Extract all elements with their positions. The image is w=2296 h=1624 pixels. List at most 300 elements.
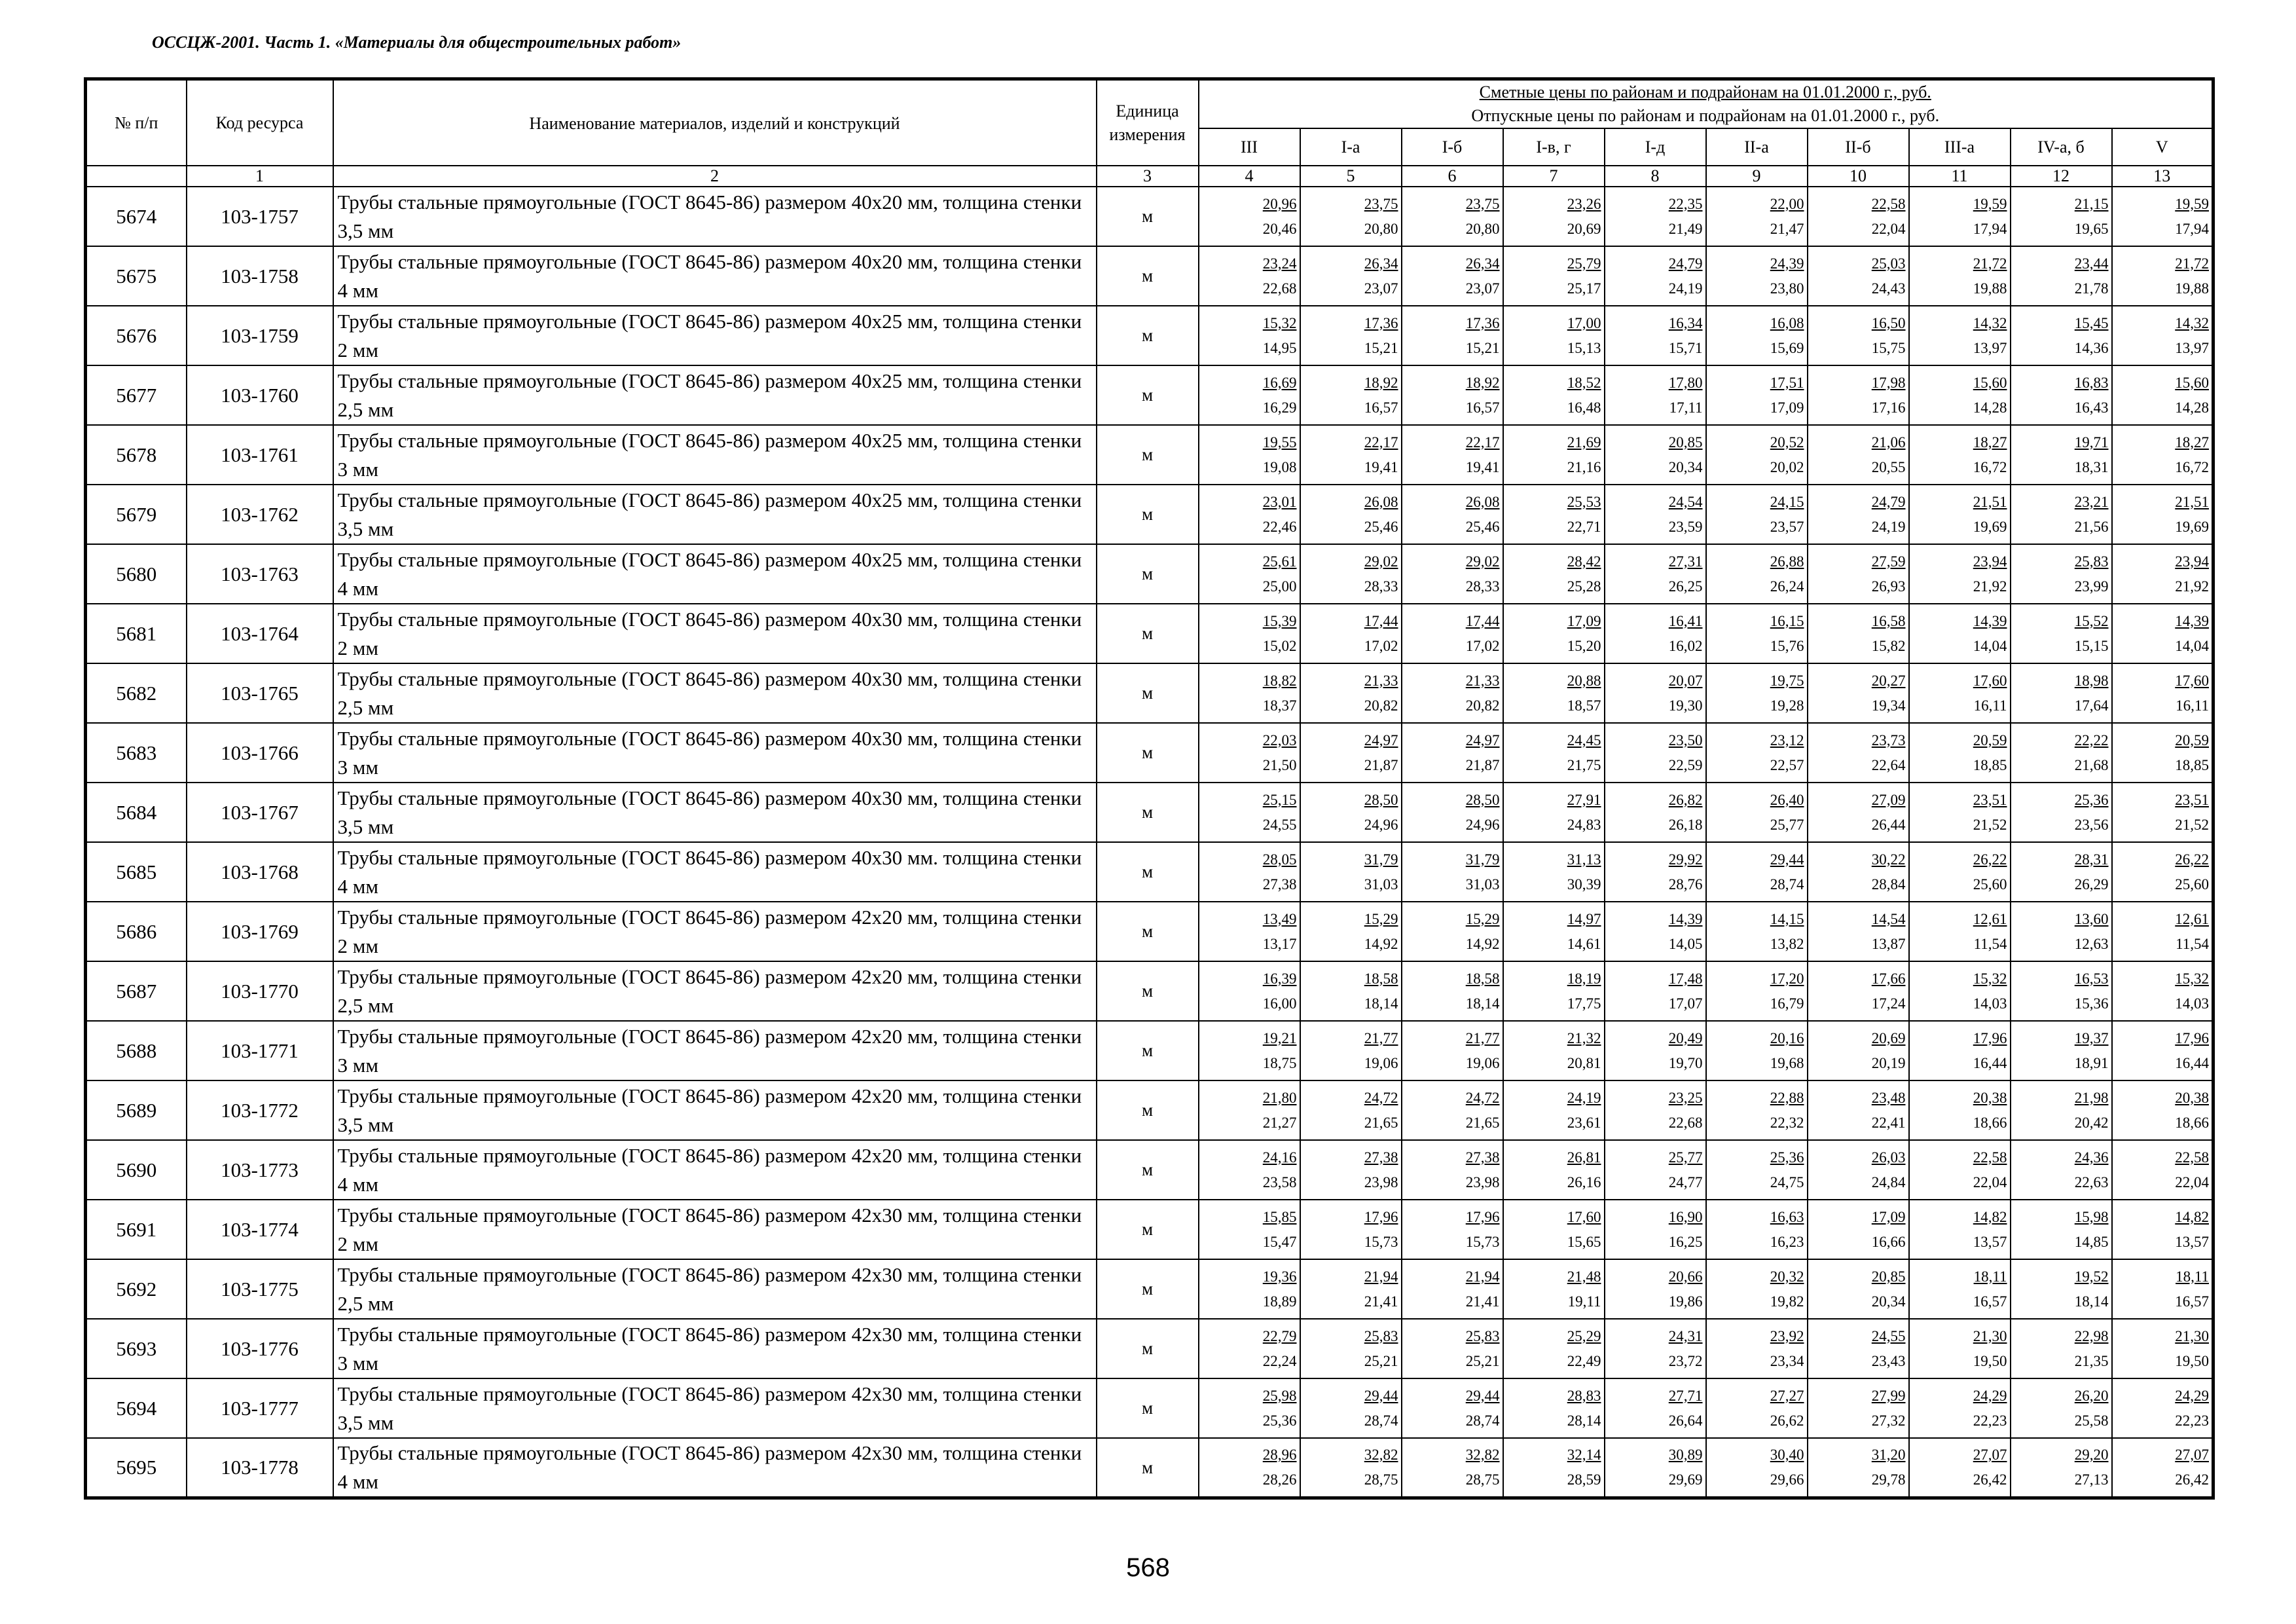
- price-cell: [1300, 425, 1402, 485]
- estimated-price: 28,96: [1262, 1447, 1297, 1463]
- price-cell: [2112, 1080, 2214, 1140]
- estimated-price: 27,91: [1567, 791, 1601, 808]
- release-price: 16,79: [1770, 995, 1804, 1012]
- release-price: 23,80: [1770, 280, 1804, 297]
- price-cell: [1808, 783, 1909, 842]
- table-row: [86, 723, 2214, 783]
- release-price: 19,70: [1668, 1054, 1703, 1071]
- release-price: 18,37: [1262, 697, 1297, 714]
- estimated-price: 20,66: [1668, 1268, 1703, 1285]
- release-price: 16,66: [1871, 1233, 1906, 1250]
- estimated-price: 26,03: [1871, 1149, 1906, 1166]
- price-cell: [1909, 723, 2011, 783]
- release-price: 25,58: [2074, 1412, 2109, 1429]
- price-cell: [1808, 961, 1909, 1021]
- price-cell: [1199, 1080, 1300, 1140]
- table-row: [86, 663, 2214, 723]
- release-price: 13,57: [1973, 1233, 2007, 1250]
- header-col-number: 12: [2011, 166, 2112, 187]
- resource-code: 103-1772: [187, 1080, 333, 1140]
- estimated-price: 24,55: [1871, 1327, 1906, 1344]
- release-price: 24,84: [1871, 1173, 1906, 1190]
- estimated-price: 17,60: [2175, 672, 2209, 689]
- price-cell: [1706, 1140, 1808, 1200]
- table-row: [86, 1438, 2214, 1498]
- resource-code: 103-1770: [187, 961, 333, 1021]
- estimated-price: 23,75: [1364, 195, 1398, 212]
- material-name: Трубы стальные прямоугольные (ГОСТ 8645-86) размером 40х30 мм, толщина стенки 2,5 мм: [333, 663, 1097, 723]
- estimated-price: 16,69: [1262, 374, 1297, 391]
- price-cell: [2011, 425, 2112, 485]
- row-number: 5680: [86, 544, 187, 604]
- estimated-price: 14,54: [1871, 910, 1906, 927]
- release-price: 28,33: [1364, 578, 1398, 595]
- estimated-price: 23,94: [1973, 553, 2007, 570]
- header-region: II-а: [1706, 128, 1808, 166]
- price-cell: [1300, 604, 1402, 663]
- price-cell: [1706, 902, 1808, 961]
- estimated-price: 17,20: [1770, 970, 1804, 987]
- estimated-price: 14,32: [2175, 314, 2209, 331]
- estimated-price: 20,16: [1770, 1029, 1804, 1046]
- estimated-price: 16,15: [1770, 612, 1804, 629]
- estimated-price: 20,49: [1668, 1029, 1703, 1046]
- price-cell: [1808, 1259, 1909, 1319]
- unit: м: [1097, 485, 1199, 544]
- release-price: 24,96: [1465, 816, 1500, 833]
- estimated-price: 20,07: [1668, 672, 1703, 689]
- estimated-price: 27,59: [1871, 553, 1906, 570]
- release-price: 28,76: [1668, 876, 1703, 893]
- price-cell: [1808, 842, 1909, 902]
- header-region: I-д: [1605, 128, 1706, 166]
- estimated-price: 16,58: [1871, 612, 1906, 629]
- release-price: 22,64: [1871, 756, 1906, 773]
- estimated-price: 24,45: [1567, 731, 1601, 748]
- release-price: 15,73: [1364, 1233, 1398, 1250]
- estimated-price: 25,83: [1465, 1327, 1500, 1344]
- row-number: 5691: [86, 1200, 187, 1259]
- material-name: Трубы стальные прямоугольные (ГОСТ 8645-86) размером 40х30 мм, толщина стенки 3 мм: [333, 723, 1097, 783]
- resource-code: 103-1767: [187, 783, 333, 842]
- table-row: [86, 1021, 2214, 1080]
- row-number: 5694: [86, 1378, 187, 1438]
- price-cell: [1300, 1378, 1402, 1438]
- release-price: 17,02: [1364, 637, 1398, 654]
- material-name: Трубы стальные прямоугольные (ГОСТ 8645-86) размером 40х30 мм. толщина стенки 4 мм: [333, 842, 1097, 902]
- estimated-price: 26,34: [1465, 255, 1500, 272]
- release-price: 18,91: [2074, 1054, 2109, 1071]
- price-cell: [1199, 723, 1300, 783]
- price-cell: [1605, 425, 1706, 485]
- unit: м: [1097, 1438, 1199, 1498]
- estimated-price: 20,88: [1567, 672, 1601, 689]
- price-cell: [2112, 783, 2214, 842]
- estimated-price: 18,92: [1465, 374, 1500, 391]
- release-price: 21,47: [1770, 220, 1804, 237]
- estimated-price: 16,39: [1262, 970, 1297, 987]
- row-number: 5679: [86, 485, 187, 544]
- estimated-price: 29,02: [1465, 553, 1500, 570]
- release-price: 20,19: [1871, 1054, 1906, 1071]
- estimated-price: 19,59: [1973, 195, 2007, 212]
- price-cell: [1605, 902, 1706, 961]
- estimated-price: 20,27: [1871, 672, 1906, 689]
- release-price: 28,26: [1262, 1471, 1297, 1488]
- resource-code: 103-1774: [187, 1200, 333, 1259]
- estimated-price: 18,11: [1973, 1268, 2007, 1285]
- estimated-price: 21,33: [1364, 672, 1398, 689]
- price-cell: [2112, 1259, 2214, 1319]
- release-price: 17,11: [1669, 399, 1703, 416]
- estimated-price: 24,16: [1262, 1149, 1297, 1166]
- unit: м: [1097, 306, 1199, 365]
- release-price: 15,15: [2074, 637, 2109, 654]
- release-price: 15,69: [1770, 339, 1804, 356]
- release-price: 22,46: [1262, 518, 1297, 535]
- estimated-price: 27,99: [1871, 1387, 1906, 1404]
- resource-code: 103-1760: [187, 365, 333, 425]
- release-price: 22,32: [1770, 1114, 1804, 1131]
- table-row: [86, 902, 2214, 961]
- price-cell: [1300, 961, 1402, 1021]
- estimated-price: 23,50: [1668, 731, 1703, 748]
- release-price: 19,41: [1364, 458, 1398, 475]
- estimated-price: 18,52: [1567, 374, 1601, 391]
- estimated-price: 17,44: [1364, 612, 1398, 629]
- estimated-price: 21,69: [1567, 434, 1601, 451]
- release-price: 23,72: [1668, 1352, 1703, 1369]
- estimated-price: 30,89: [1668, 1447, 1703, 1463]
- resource-code: 103-1773: [187, 1140, 333, 1200]
- estimated-price: 24,72: [1465, 1089, 1500, 1106]
- price-cell: [1706, 425, 1808, 485]
- release-price: 17,07: [1668, 995, 1703, 1012]
- resource-code: 103-1759: [187, 306, 333, 365]
- price-cell: [2011, 1140, 2112, 1200]
- estimated-price: 23,12: [1770, 731, 1804, 748]
- release-price: 18,89: [1262, 1293, 1297, 1310]
- release-price: 13,97: [1973, 339, 2007, 356]
- release-price: 15,47: [1262, 1233, 1297, 1250]
- release-price: 21,50: [1262, 756, 1297, 773]
- price-cell: [1300, 902, 1402, 961]
- header-col-number: 5: [1300, 166, 1402, 187]
- price-cell: [1909, 1259, 2011, 1319]
- release-price: 13,97: [2175, 339, 2209, 356]
- release-price: 25,28: [1567, 578, 1601, 595]
- estimated-price: 12,61: [2175, 910, 2209, 927]
- resource-code: 103-1775: [187, 1259, 333, 1319]
- estimated-price: 24,36: [2074, 1149, 2109, 1166]
- estimated-price: 24,79: [1668, 255, 1703, 272]
- price-cell: [1300, 246, 1402, 306]
- material-name: Трубы стальные прямоугольные (ГОСТ 8645-86) размером 42х20 мм, толщина стенки 2 мм: [333, 902, 1097, 961]
- price-cell: [1503, 485, 1605, 544]
- price-cell: [2112, 425, 2214, 485]
- release-price: 19,69: [2175, 518, 2209, 535]
- release-price: 18,75: [1262, 1054, 1297, 1071]
- estimated-price: 20,38: [2175, 1089, 2209, 1106]
- price-cell: [1808, 187, 1909, 246]
- estimated-price: 20,38: [1973, 1089, 2007, 1106]
- price-cell: [1402, 1438, 1503, 1498]
- release-price: 24,75: [1770, 1173, 1804, 1190]
- estimated-price: 28,31: [2074, 851, 2109, 868]
- header-col-number: [86, 166, 187, 187]
- material-name: Трубы стальные прямоугольные (ГОСТ 8645-86) размером 42х30 мм, толщина стенки 2,5 мм: [333, 1259, 1097, 1319]
- price-cell: [2011, 663, 2112, 723]
- price-cell: [1605, 1378, 1706, 1438]
- header-col-number: 9: [1706, 166, 1808, 187]
- estimated-price: 22,58: [1973, 1149, 2007, 1166]
- price-cell: [2011, 306, 2112, 365]
- release-price: 21,27: [1262, 1114, 1297, 1131]
- estimated-price: 18,19: [1567, 970, 1601, 987]
- estimated-price: 15,32: [2175, 970, 2209, 987]
- price-cell: [1402, 663, 1503, 723]
- price-cell: [1605, 1200, 1706, 1259]
- row-number: 5692: [86, 1259, 187, 1319]
- estimated-price: 21,51: [1973, 493, 2007, 510]
- estimated-price: 26,88: [1770, 553, 1804, 570]
- release-price: 19,34: [1871, 697, 1906, 714]
- release-price: 13,57: [2175, 1233, 2209, 1250]
- price-cell: [1605, 723, 1706, 783]
- release-price: 28,74: [1465, 1412, 1500, 1429]
- price-cell: [1808, 604, 1909, 663]
- table-row: [86, 365, 2214, 425]
- price-cell: [1605, 663, 1706, 723]
- resource-code: 103-1765: [187, 663, 333, 723]
- estimated-price: 15,29: [1465, 910, 1500, 927]
- estimated-price: 27,07: [2175, 1447, 2209, 1463]
- release-price: 20,02: [1770, 458, 1804, 475]
- estimated-price: 15,32: [1973, 970, 2007, 987]
- unit: м: [1097, 425, 1199, 485]
- row-number: 5693: [86, 1319, 187, 1378]
- release-price: 11,54: [1973, 935, 2007, 952]
- estimated-price: 15,29: [1364, 910, 1398, 927]
- estimated-price: 19,52: [2074, 1268, 2109, 1285]
- estimated-price: 16,50: [1871, 314, 1906, 331]
- release-price: 18,85: [2175, 756, 2209, 773]
- estimated-price: 25,03: [1871, 255, 1906, 272]
- release-price: 21,41: [1465, 1293, 1500, 1310]
- price-table: [84, 77, 2215, 1500]
- table-row: [86, 1140, 2214, 1200]
- header-region: I-а: [1300, 128, 1402, 166]
- price-cell: [1300, 1200, 1402, 1259]
- release-price: 15,21: [1465, 339, 1500, 356]
- price-cell: [2112, 842, 2214, 902]
- table-row: [86, 485, 2214, 544]
- release-price: 30,39: [1567, 876, 1601, 893]
- estimated-price: 14,15: [1770, 910, 1804, 927]
- estimated-price: 25,77: [1668, 1149, 1703, 1166]
- price-cell: [1503, 306, 1605, 365]
- release-price: 24,19: [1871, 518, 1906, 535]
- price-cell: [1706, 663, 1808, 723]
- resource-code: 103-1766: [187, 723, 333, 783]
- unit: м: [1097, 723, 1199, 783]
- release-price: 21,92: [1973, 578, 2007, 595]
- price-cell: [1503, 425, 1605, 485]
- estimated-price: 12,61: [1973, 910, 2007, 927]
- estimated-price: 19,55: [1262, 434, 1297, 451]
- table-row: [86, 1259, 2214, 1319]
- release-price: 21,49: [1668, 220, 1703, 237]
- price-cell: [1199, 604, 1300, 663]
- material-name: Трубы стальные прямоугольные (ГОСТ 8645-86) размером 42х20 мм, толщина стенки 4 мм: [333, 1140, 1097, 1200]
- price-cell: [1402, 1080, 1503, 1140]
- release-price: 13,17: [1262, 935, 1297, 952]
- price-cell: [1909, 1200, 2011, 1259]
- estimated-price: 18,58: [1364, 970, 1398, 987]
- estimated-price: 16,63: [1770, 1208, 1804, 1225]
- price-cell: [1199, 663, 1300, 723]
- release-price: 20,69: [1567, 220, 1601, 237]
- release-price: 13,87: [1871, 935, 1906, 952]
- release-price: 19,50: [2175, 1352, 2209, 1369]
- estimated-price: 21,06: [1871, 434, 1906, 451]
- price-cell: [1503, 1200, 1605, 1259]
- estimated-price: 29,44: [1364, 1387, 1398, 1404]
- header-region: II-б: [1808, 128, 1909, 166]
- estimated-price: 14,82: [1973, 1208, 2007, 1225]
- header-col-number: 13: [2112, 166, 2214, 187]
- price-cell: [1706, 485, 1808, 544]
- price-cell: [2112, 544, 2214, 604]
- price-cell: [1909, 485, 2011, 544]
- estimated-price: 19,36: [1262, 1268, 1297, 1285]
- price-cell: [1605, 1259, 1706, 1319]
- table-row: [86, 306, 2214, 365]
- price-cell: [1503, 1140, 1605, 1200]
- price-cell: [1808, 246, 1909, 306]
- release-price: 17,75: [1567, 995, 1601, 1012]
- row-number: 5676: [86, 306, 187, 365]
- price-cell: [1808, 663, 1909, 723]
- release-price: 22,71: [1567, 518, 1601, 535]
- row-number: 5695: [86, 1438, 187, 1498]
- release-price: 28,33: [1465, 578, 1500, 595]
- material-name: Трубы стальные прямоугольные (ГОСТ 8645-86) размером 42х30 мм, толщина стенки 3 мм: [333, 1319, 1097, 1378]
- price-cell: [1909, 425, 2011, 485]
- release-price: 26,42: [2175, 1471, 2209, 1488]
- price-cell: [1503, 1259, 1605, 1319]
- price-cell: [1402, 187, 1503, 246]
- release-price: 28,75: [1364, 1471, 1398, 1488]
- header-col-number: 10: [1808, 166, 1909, 187]
- estimated-price: 21,98: [2074, 1089, 2109, 1106]
- price-cell: [1402, 1378, 1503, 1438]
- release-price: 21,16: [1567, 458, 1601, 475]
- estimated-price: 15,32: [1262, 314, 1297, 331]
- row-number: 5682: [86, 663, 187, 723]
- row-number: 5686: [86, 902, 187, 961]
- price-cell: [2011, 1378, 2112, 1438]
- estimated-price: 17,60: [1973, 672, 2007, 689]
- estimated-price: 17,36: [1465, 314, 1500, 331]
- release-price: 25,00: [1262, 578, 1297, 595]
- price-cell: [1909, 1319, 2011, 1378]
- estimated-price: 24,29: [2175, 1387, 2209, 1404]
- release-price: 16,57: [1465, 399, 1500, 416]
- estimated-price: 26,82: [1668, 791, 1703, 808]
- price-cell: [2011, 365, 2112, 425]
- release-price: 17,94: [1973, 220, 2007, 237]
- price-cell: [1808, 1021, 1909, 1080]
- release-price: 21,65: [1465, 1114, 1500, 1131]
- release-price: 19,82: [1770, 1293, 1804, 1310]
- release-price: 21,35: [2074, 1352, 2109, 1369]
- release-price: 23,59: [1668, 518, 1703, 535]
- estimated-price: 17,48: [1668, 970, 1703, 987]
- release-price: 28,59: [1567, 1471, 1601, 1488]
- price-cell: [1706, 1378, 1808, 1438]
- table-row: [86, 544, 2214, 604]
- release-price: 18,85: [1973, 756, 2007, 773]
- estimated-price: 24,97: [1364, 731, 1398, 748]
- estimated-price: 17,96: [1465, 1208, 1500, 1225]
- release-price: 25,21: [1364, 1352, 1398, 1369]
- estimated-price: 21,77: [1465, 1029, 1500, 1046]
- release-price: 18,66: [1973, 1114, 2007, 1131]
- price-cell: [1503, 961, 1605, 1021]
- price-cell: [1300, 306, 1402, 365]
- estimated-price: 21,32: [1567, 1029, 1601, 1046]
- release-price: 17,64: [2074, 697, 2109, 714]
- release-price: 23,56: [2074, 816, 2109, 833]
- estimated-price: 25,83: [2074, 553, 2109, 570]
- release-price: 19,06: [1465, 1054, 1500, 1071]
- price-cell: [1503, 1438, 1605, 1498]
- estimated-price: 24,72: [1364, 1089, 1398, 1106]
- release-price: 16,02: [1668, 637, 1703, 654]
- release-price: 20,34: [1668, 458, 1703, 475]
- price-cell: [1706, 1200, 1808, 1259]
- resource-code: 103-1761: [187, 425, 333, 485]
- release-price: 15,13: [1567, 339, 1601, 356]
- price-cell: [2011, 1319, 2112, 1378]
- price-cell: [1402, 365, 1503, 425]
- estimated-price: 14,39: [1668, 910, 1703, 927]
- release-price: 22,23: [1973, 1412, 2007, 1429]
- estimated-price: 17,96: [2175, 1029, 2209, 1046]
- table-row: [86, 783, 2214, 842]
- estimated-price: 19,75: [1770, 672, 1804, 689]
- estimated-price: 32,82: [1364, 1447, 1398, 1463]
- resource-code: 103-1763: [187, 544, 333, 604]
- price-cell: [1706, 187, 1808, 246]
- estimated-price: 25,53: [1567, 493, 1601, 510]
- price-cell: [1605, 1438, 1706, 1498]
- estimated-price: 21,51: [2175, 493, 2209, 510]
- release-price: 29,66: [1770, 1471, 1804, 1488]
- price-cell: [1808, 1319, 1909, 1378]
- price-cell: [2011, 723, 2112, 783]
- table-row: [86, 842, 2214, 902]
- estimated-price: 31,13: [1567, 851, 1601, 868]
- price-cell: [1402, 842, 1503, 902]
- estimated-price: 23,92: [1770, 1327, 1804, 1344]
- resource-code: 103-1764: [187, 604, 333, 663]
- release-price: 23,34: [1770, 1352, 1804, 1369]
- release-price: 14,28: [2175, 399, 2209, 416]
- estimated-price: 23,26: [1567, 195, 1601, 212]
- estimated-price: 29,92: [1668, 851, 1703, 868]
